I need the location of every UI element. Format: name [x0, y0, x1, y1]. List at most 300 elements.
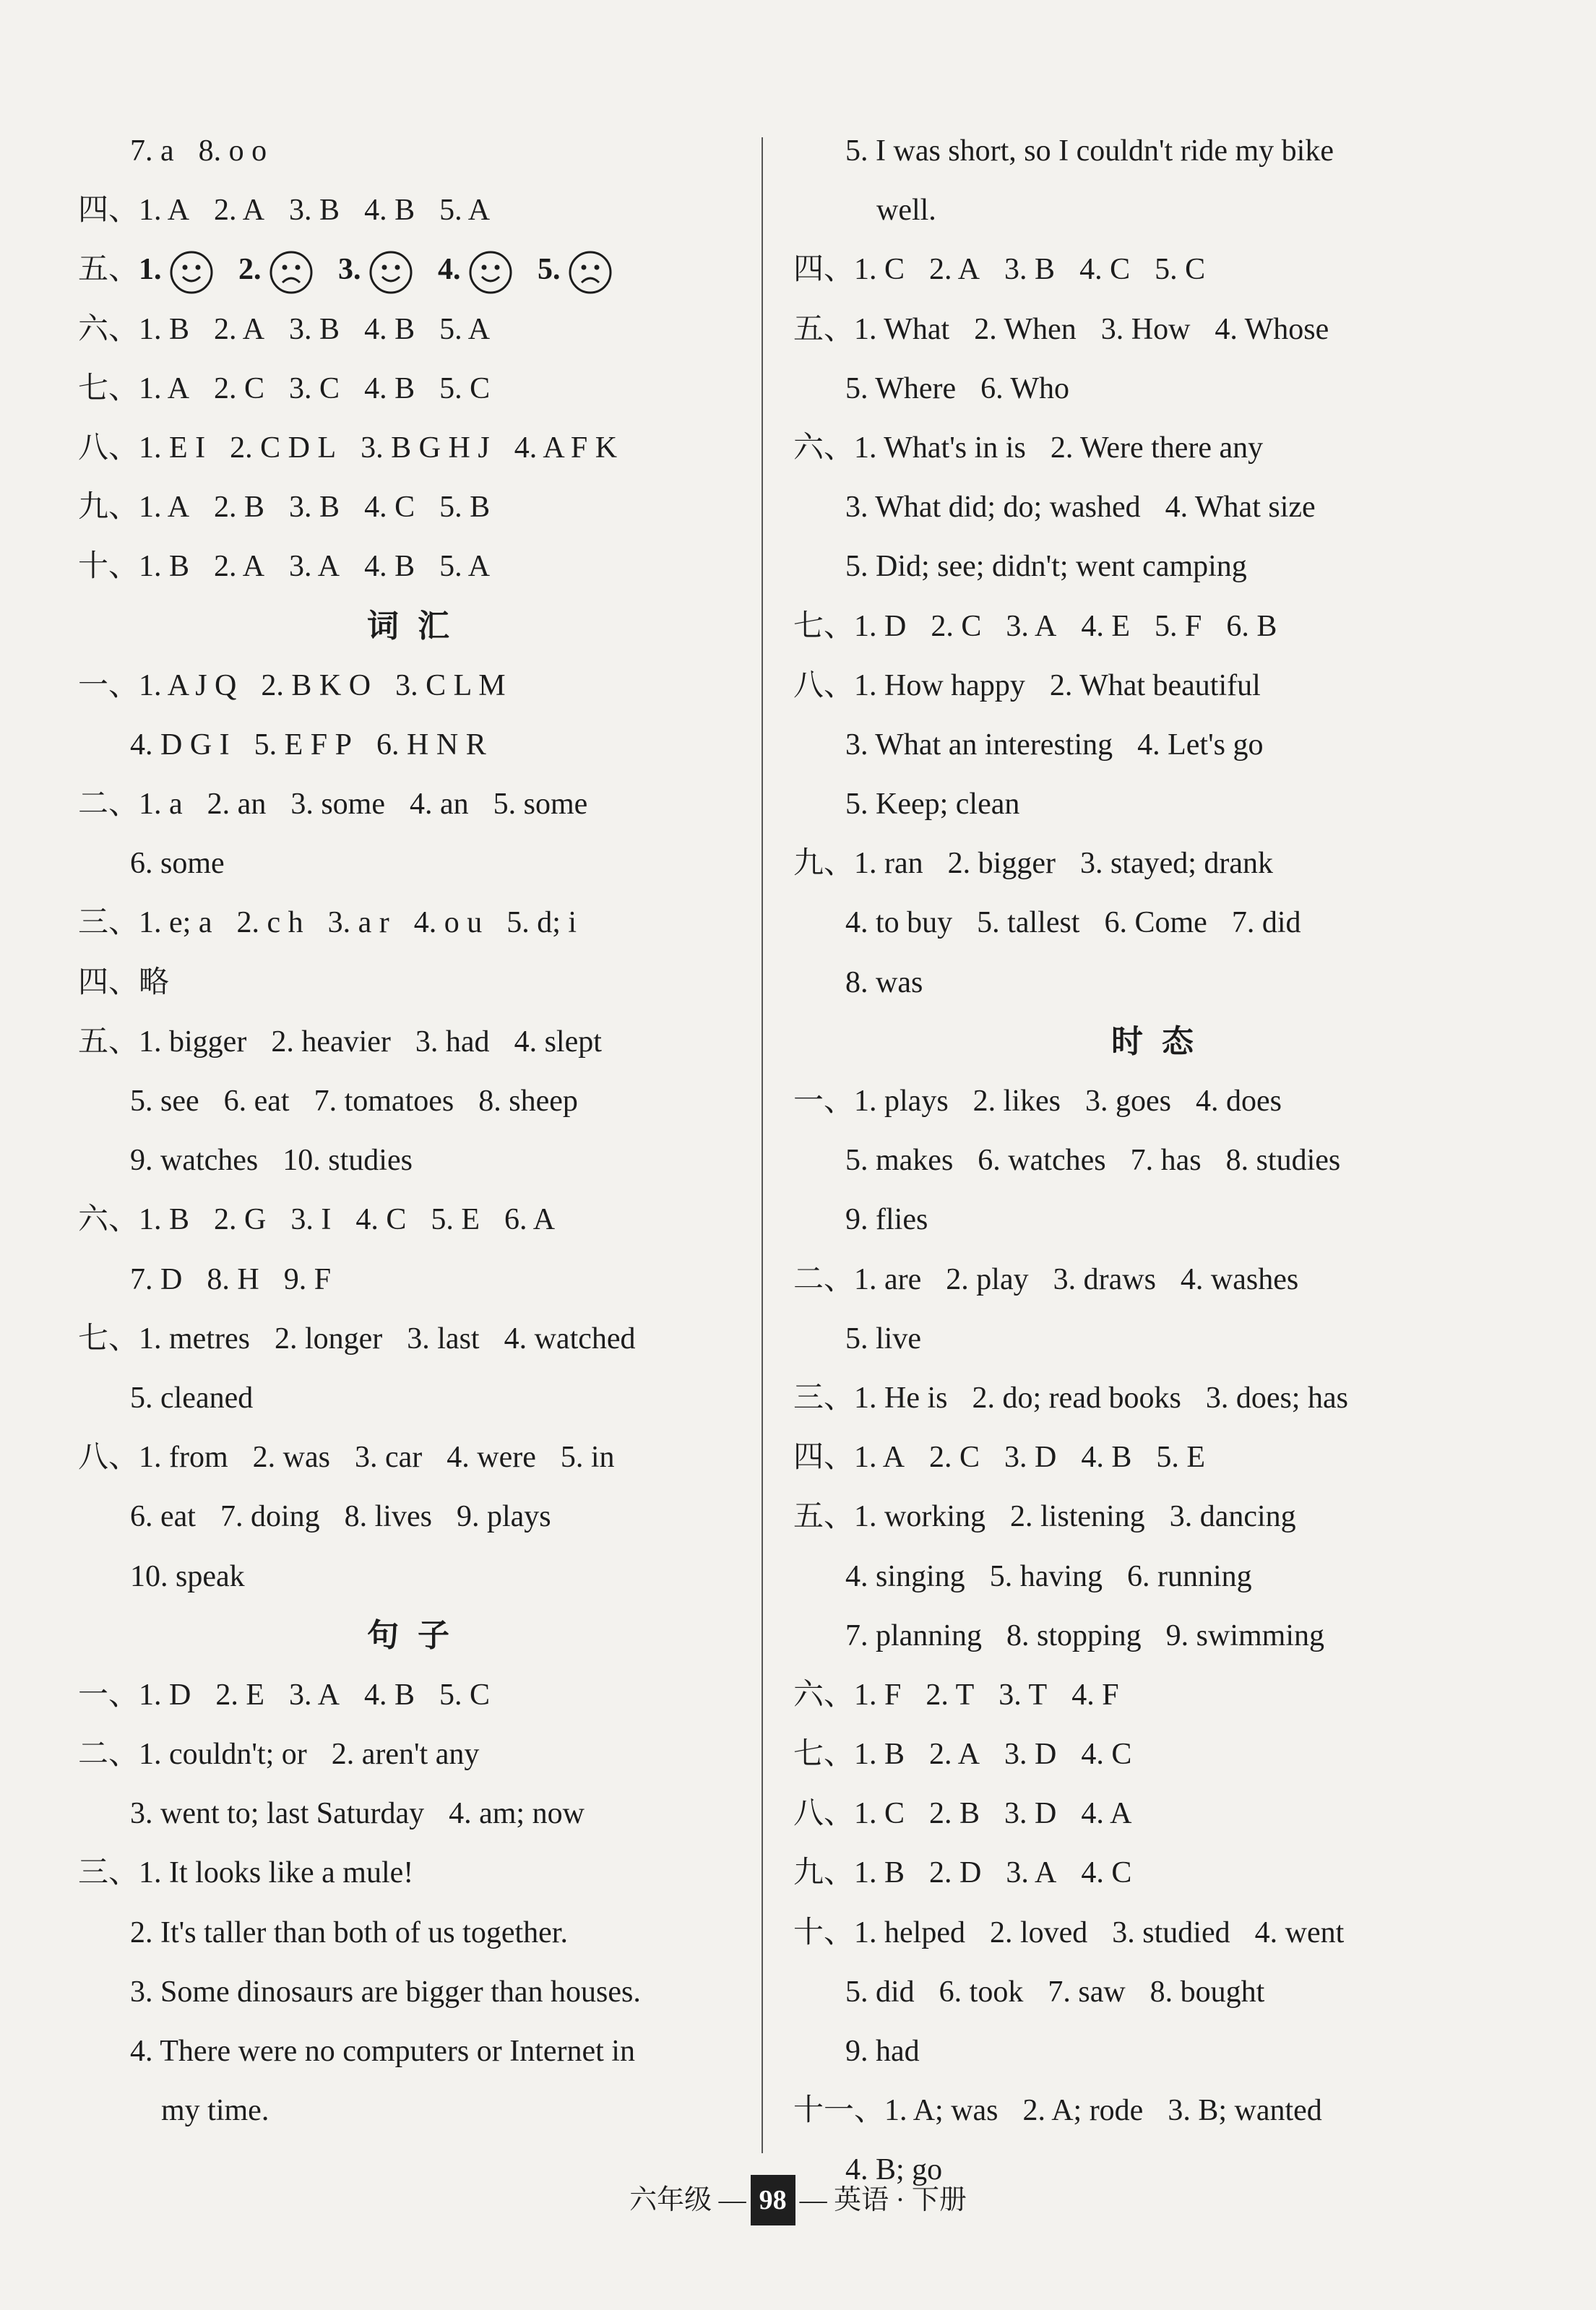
answer-item: 5. F: [1155, 609, 1202, 643]
answer-item: 2. C: [214, 371, 265, 405]
answer-item: 6. watches: [978, 1144, 1106, 1178]
answer-item: 8. o o: [198, 134, 267, 168]
answer-line: [78, 1962, 757, 2022]
answer-line: [793, 1369, 1530, 1428]
answer-text: well.: [876, 194, 936, 228]
answer-item: 2. A: [214, 550, 265, 584]
answer-line: [78, 1903, 757, 1962]
page-number: 98: [751, 2175, 795, 2225]
answer-item: 3. last: [407, 1322, 480, 1356]
answer-item: 7. did: [1231, 906, 1301, 940]
answer-item: 6. A: [504, 1203, 556, 1237]
answer-item: 5. C: [439, 371, 491, 405]
answer-item: 9. plays: [456, 1500, 551, 1534]
answer-item: 2. c h: [236, 906, 303, 940]
answer-line: [78, 893, 757, 952]
answer-item: 2. longer: [274, 1322, 383, 1356]
answer-item: 3. A: [289, 1678, 340, 1712]
answer-item: 1. How happy: [854, 668, 1025, 702]
answer-item: 5. d; i: [506, 906, 577, 940]
answer-item: 10. studies: [282, 1144, 413, 1178]
answer-item: 4. B; go: [845, 2153, 943, 2187]
answer-item: 5. C: [1155, 253, 1206, 287]
answer-item: 9. F: [283, 1262, 332, 1296]
answer-line: [78, 656, 757, 715]
answer-item: 2. listening: [1010, 1500, 1145, 1534]
answer-line: [78, 1190, 757, 1249]
answer-item: 1. A; was: [884, 2094, 998, 2128]
answer-item: 5. having: [989, 1559, 1103, 1593]
answer-item: 8. studies: [1225, 1144, 1341, 1178]
answer-line: [793, 775, 1530, 834]
answer-line: [793, 1250, 1530, 1309]
answer-item: 2. an: [207, 788, 267, 822]
answer-line: [78, 715, 757, 775]
answer-line: [793, 1725, 1530, 1784]
answer-item: 3. D: [1004, 1738, 1057, 1772]
answer-line: [78, 1131, 757, 1190]
answer-item: 4. What size: [1165, 491, 1316, 525]
answer-item: 3. B G H J: [361, 431, 490, 465]
section-number: 十、: [793, 1915, 855, 1949]
answer-line: [793, 1428, 1530, 1487]
answer-item: 6. took: [939, 1975, 1024, 2009]
section-number: 六、: [78, 312, 139, 346]
answer-item: 4. went: [1254, 1915, 1345, 1949]
answer-item: 4. does: [1196, 1085, 1282, 1118]
right-column: [793, 121, 1530, 2200]
answer-item: 5. makes: [845, 1144, 954, 1178]
answer-line: [78, 121, 757, 181]
answer-item: 1. It looks like a mule!: [139, 1856, 414, 1890]
answer-item: 9. watches: [130, 1144, 259, 1178]
answer-line: [78, 1487, 757, 1546]
section-number: 十一、: [793, 2094, 885, 2128]
answer-line: [78, 2022, 757, 2081]
answer-line: [78, 418, 757, 478]
answer-item: 4. an: [409, 788, 469, 822]
answer-item: 3. D: [1004, 1441, 1057, 1475]
answer-item: 2. Were there any: [1050, 431, 1264, 465]
section-number: 五、: [793, 1500, 855, 1534]
happy-face-icon: [468, 250, 513, 295]
answer-line: [793, 121, 1530, 181]
answer-item: 4. Whose: [1215, 312, 1329, 346]
answer-item: 4. C: [355, 1203, 407, 1237]
answer-item: 3. A: [1006, 609, 1057, 643]
answer-line: [78, 1547, 757, 1606]
section-heading: 句子: [367, 1617, 468, 1653]
answer-item: 9. flies: [845, 1203, 928, 1237]
answer-item: 4. am; now: [449, 1797, 585, 1831]
answer-item: 1. B: [139, 550, 190, 584]
answer-line: [793, 240, 1530, 299]
answer-item: 2. likes: [972, 1085, 1061, 1118]
section-number: 三、: [78, 906, 139, 940]
answer-item: 3. B; wanted: [1168, 2094, 1322, 2128]
answer-item: 4. watched: [504, 1322, 636, 1356]
answer-item: 1. What: [854, 312, 950, 346]
answer-item: 3. C L M: [395, 668, 506, 702]
answer-item: 6. Come: [1104, 906, 1207, 940]
answer-item: 3. stayed; drank: [1079, 847, 1274, 881]
answer-line: [78, 834, 757, 893]
section-number: 四、: [793, 1441, 855, 1475]
answer-item: 1. F: [854, 1678, 902, 1712]
answer-item: 2. C D L: [230, 431, 337, 465]
answer-item: 2. What beautiful: [1049, 668, 1261, 702]
answer-line: [793, 597, 1530, 656]
answer-item: 4. B: [364, 1678, 415, 1712]
answer-item: 1. are: [854, 1262, 922, 1296]
answer-item: 1. bigger: [139, 1025, 247, 1059]
answer-item: 1. e; a: [139, 906, 212, 940]
page-footer: [0, 2175, 1596, 2225]
answer-item: 1. A: [854, 1441, 905, 1475]
answer-line: [78, 1012, 757, 1072]
answer-item: 2. aren't any: [331, 1738, 480, 1772]
answer-item: 3. studied: [1112, 1915, 1230, 1949]
answer-item: 5. B: [439, 491, 491, 525]
answer-line: [793, 1962, 1530, 2022]
answer-line: [78, 359, 757, 418]
answer-line: [78, 300, 757, 359]
answer-item: 4. C: [1081, 1738, 1132, 1772]
answer-item: 5. A: [439, 550, 491, 584]
sad-face-icon: [568, 250, 613, 295]
answer-item: 8. stopping: [1006, 1619, 1142, 1652]
answer-item: 2. A: [929, 1738, 980, 1772]
answer-item: 3. I: [290, 1203, 332, 1237]
answer-item: 3. B: [289, 194, 340, 228]
answer-item: 2. A; rode: [1022, 2094, 1144, 2128]
answer-item: 7. tomatoes: [314, 1085, 454, 1118]
answer-item: 5. A: [439, 312, 491, 346]
answer-item: 1. C: [854, 1797, 905, 1831]
answer-item: 9. had: [845, 2035, 920, 2068]
answer-item: 2. play: [946, 1262, 1029, 1296]
answer-item: 5. E F P: [254, 728, 353, 762]
answer-text: my time.: [161, 2094, 269, 2128]
answer-item: 8. bought: [1149, 1975, 1265, 2009]
section-number: 五、: [78, 1025, 139, 1059]
section-number: 九、: [793, 1856, 855, 1890]
section-number: 三、: [793, 1381, 855, 1415]
answer-item: 7. a: [130, 134, 174, 168]
answer-item: 1. a: [139, 788, 183, 822]
answer-line: [78, 1428, 757, 1487]
answer-line: [78, 1784, 757, 1843]
answer-item: 5. in: [560, 1441, 615, 1475]
answer-item: 7. doing: [220, 1500, 320, 1534]
answer-item: 2. C: [931, 609, 982, 643]
answer-item: 4. Let's go: [1137, 728, 1264, 762]
answer-item: 1. from: [139, 1441, 228, 1475]
happy-face-icon: [169, 250, 214, 295]
answer-line: [78, 181, 757, 240]
answer-item: 3. A: [289, 550, 340, 584]
section-number: 七、: [78, 1322, 139, 1356]
answer-item: 1. A: [139, 491, 190, 525]
answer-item: 1. What's in is: [854, 431, 1026, 465]
answer-item: 2. T: [926, 1678, 975, 1712]
section-number: 五、: [78, 253, 139, 287]
answer-item: 2. heavier: [271, 1025, 391, 1059]
answer-line: [78, 953, 757, 1012]
smiley-answer: [538, 240, 613, 299]
answer-item: 1. E I: [139, 431, 206, 465]
section-number: 八、: [793, 668, 855, 702]
answer-item: 5. Where: [845, 371, 957, 405]
answer-item: 1. working: [854, 1500, 986, 1534]
answer-item: 3. B: [1004, 253, 1056, 287]
answer-item: 2. When: [974, 312, 1077, 346]
answer-item: 3. T: [998, 1678, 1048, 1712]
answer-item: 2. A: [214, 312, 265, 346]
answer-item: 5. tallest: [977, 906, 1080, 940]
section-number: 七、: [793, 1738, 855, 1772]
answer-line: [793, 893, 1530, 952]
answer-item: 2. It's taller than both of us together.: [130, 1915, 568, 1949]
smiley-answer: [438, 240, 513, 299]
answer-item: 4. D G I: [130, 728, 230, 762]
answer-item: 4. C: [1081, 1856, 1132, 1890]
section-number: 七、: [793, 609, 855, 643]
answer-item: 5. Keep; clean: [845, 788, 1020, 822]
answer-line: [793, 2022, 1530, 2081]
answer-text: 略: [139, 965, 170, 999]
sad-face-icon: [269, 250, 314, 295]
answer-line: [793, 181, 1530, 240]
answer-item: 7. D: [130, 1262, 183, 1296]
answer-item: 1. He is: [854, 1381, 948, 1415]
smiley-answer: [238, 240, 314, 299]
answer-item: 4. C: [364, 491, 415, 525]
answer-line: [793, 359, 1530, 418]
answer-item: 1. couldn't; or: [139, 1738, 307, 1772]
answer-line: [793, 1547, 1530, 1606]
answer-line: [793, 1190, 1530, 1249]
answer-item: 2. G: [214, 1203, 267, 1237]
section-number: 一、: [793, 1085, 855, 1118]
answer-line: [78, 2081, 757, 2140]
answer-item: 2. do; read books: [972, 1381, 1181, 1415]
answer-line: [793, 1903, 1530, 1962]
answer-item: 1. D: [854, 609, 907, 643]
answer-number: 1.: [139, 253, 170, 287]
answer-number: 3.: [338, 253, 369, 287]
answer-item: 3. D: [1004, 1797, 1057, 1831]
answer-item: 4. singing: [845, 1559, 965, 1593]
section-number: 八、: [78, 431, 139, 465]
answer-item: 1. A: [139, 194, 190, 228]
section-number: 十、: [78, 550, 139, 584]
answer-line: [78, 1072, 757, 1131]
answer-item: 5. some: [493, 788, 588, 822]
section-number: 七、: [78, 371, 139, 405]
answer-item: 3. draws: [1053, 1262, 1156, 1296]
answer-line: [793, 300, 1530, 359]
answer-item: 5. C: [439, 1678, 491, 1712]
answer-item: 3. had: [415, 1025, 490, 1059]
answer-item: 1. B: [854, 1738, 905, 1772]
answer-item: 3. went to; last Saturday: [130, 1797, 425, 1831]
section-number: 三、: [78, 1856, 139, 1890]
section-number: 九、: [78, 491, 139, 525]
answer-item: 3. C: [289, 371, 340, 405]
answer-line: [793, 537, 1530, 596]
answer-item: 2. E: [215, 1678, 265, 1712]
answer-item: 5. cleaned: [130, 1381, 254, 1415]
answer-item: 2. B: [214, 491, 265, 525]
section-number: 六、: [793, 431, 855, 465]
section-number: 四、: [78, 194, 139, 228]
answer-line: [793, 1784, 1530, 1843]
answer-item: 4. There were no computers or Internet in: [130, 2035, 635, 2068]
answer-item: 6. some: [130, 847, 225, 881]
answer-item: 2. A: [214, 194, 265, 228]
answer-item: 6. H N R: [376, 728, 486, 762]
answer-item: 5. live: [845, 1322, 921, 1356]
happy-face-icon: [368, 250, 413, 295]
answer-number: 2.: [238, 253, 269, 287]
answer-line: [78, 1369, 757, 1428]
answer-item: 4. F: [1071, 1678, 1119, 1712]
section-number: 二、: [78, 788, 139, 822]
answer-item: 3. A: [1006, 1856, 1057, 1890]
section-number: 八、: [793, 1797, 855, 1831]
answer-item: 5. I was short, so I couldn't ride my bike: [845, 134, 1334, 168]
answer-line: [793, 1606, 1530, 1665]
answer-item: 1. metres: [139, 1322, 250, 1356]
answer-number: 4.: [438, 253, 469, 287]
answer-item: 8. H: [207, 1262, 259, 1296]
answer-line: [793, 1843, 1530, 1902]
answer-item: 1. plays: [854, 1085, 949, 1118]
answer-item: 5. did: [845, 1975, 915, 2009]
answer-item: 6. eat: [130, 1500, 196, 1534]
answer-item: 4. washes: [1180, 1262, 1299, 1296]
smiley-answer: [338, 240, 413, 299]
column-divider: [762, 137, 763, 2153]
answer-item: 4. were: [447, 1441, 536, 1475]
answer-item: 1. helped: [854, 1915, 965, 1949]
footer-grade: 六年级 —: [629, 2185, 746, 2215]
answer-line: [793, 478, 1530, 537]
answer-item: 6. B: [1226, 609, 1277, 643]
section-number: 六、: [78, 1203, 139, 1237]
answer-item: 1. B: [139, 312, 190, 346]
footer-subject: — 英语 · 下册: [799, 2185, 967, 2215]
answer-item: 2. D: [929, 1856, 982, 1890]
answer-item: 4. A F K: [514, 431, 618, 465]
section-number: 二、: [793, 1262, 855, 1296]
answer-item: 8. lives: [344, 1500, 432, 1534]
answer-item: 3. some: [290, 788, 385, 822]
answer-item: 3. goes: [1085, 1085, 1171, 1118]
answer-item: 3. What did; do; washed: [845, 491, 1141, 525]
answer-item: 2. bigger: [947, 847, 1056, 881]
smiley-answer: [139, 240, 214, 299]
answer-item: 3. car: [355, 1441, 423, 1475]
answer-item: 3. B: [289, 312, 340, 346]
answer-item: 1. B: [139, 1203, 190, 1237]
answer-item: 8. sheep: [478, 1085, 578, 1118]
answer-item: 1. B: [854, 1856, 905, 1890]
answer-line: [793, 715, 1530, 775]
answer-item: 3. How: [1100, 312, 1191, 346]
answer-item: 2. C: [929, 1441, 980, 1475]
answer-item: 5. E: [1156, 1441, 1206, 1475]
answer-item: 4. B: [364, 550, 415, 584]
section-number: 五、: [793, 312, 855, 346]
answer-item: 2. loved: [989, 1915, 1088, 1949]
answer-item: 1. ran: [854, 847, 923, 881]
answer-item: 4. A: [1081, 1797, 1132, 1831]
answer-line: [793, 1309, 1530, 1369]
answer-item: 4. C: [1079, 253, 1131, 287]
section-number: 九、: [793, 847, 855, 881]
answer-item: 6. eat: [223, 1085, 290, 1118]
answer-line: [793, 1072, 1530, 1131]
answer-item: 5. A: [439, 194, 491, 228]
section-number: 一、: [78, 1678, 139, 1712]
answer-item: 4. o u: [413, 906, 483, 940]
answer-item: 4. slept: [514, 1025, 602, 1059]
answer-item: 7. saw: [1048, 1975, 1126, 2009]
answer-item: 5. see: [130, 1085, 199, 1118]
answer-item: 6. Who: [980, 371, 1070, 405]
answer-item: 4. B: [1081, 1441, 1132, 1475]
answer-item: 5. E: [431, 1203, 480, 1237]
answer-line: [78, 1665, 757, 1725]
answer-item: 2. A: [929, 253, 980, 287]
answer-line: [793, 834, 1530, 893]
answer-line: [78, 1250, 757, 1309]
answer-item: 3. B: [289, 491, 340, 525]
section-number: 四、: [793, 253, 855, 287]
answer-item: 4. B: [364, 194, 415, 228]
answer-line: [78, 537, 757, 596]
left-column: [78, 121, 757, 2140]
answer-item: 2. was: [252, 1441, 330, 1475]
section-heading: 时态: [1111, 1023, 1212, 1059]
answer-line: [78, 1309, 757, 1369]
answer-item: 4. to buy: [845, 906, 953, 940]
answer-item: 8. was: [845, 965, 923, 999]
answer-line: [78, 1843, 757, 1902]
answer-item: 5. Did; see; didn't; went camping: [845, 550, 1247, 584]
answer-item: 6. running: [1127, 1559, 1252, 1593]
answer-item: 4. E: [1081, 609, 1131, 643]
answer-item: 7. has: [1130, 1144, 1202, 1178]
answer-number: 5.: [538, 253, 569, 287]
answer-item: 10. speak: [130, 1559, 245, 1593]
section-number: 四、: [78, 965, 139, 999]
answer-item: 4. B: [364, 371, 415, 405]
answer-item: 1. A: [139, 371, 190, 405]
answer-item: 3. a r: [327, 906, 389, 940]
answer-line: [793, 418, 1530, 478]
answer-line: [793, 2081, 1530, 2140]
answer-item: 3. Some dinosaurs are bigger than houses.: [130, 1975, 641, 2009]
answer-item: 2. B K O: [261, 668, 371, 702]
section-number: 八、: [78, 1441, 139, 1475]
answer-item: 1. D: [139, 1678, 191, 1712]
answer-item: 3. does; has: [1205, 1381, 1348, 1415]
answer-line: [793, 1131, 1530, 1190]
answer-item: 1. C: [854, 253, 905, 287]
